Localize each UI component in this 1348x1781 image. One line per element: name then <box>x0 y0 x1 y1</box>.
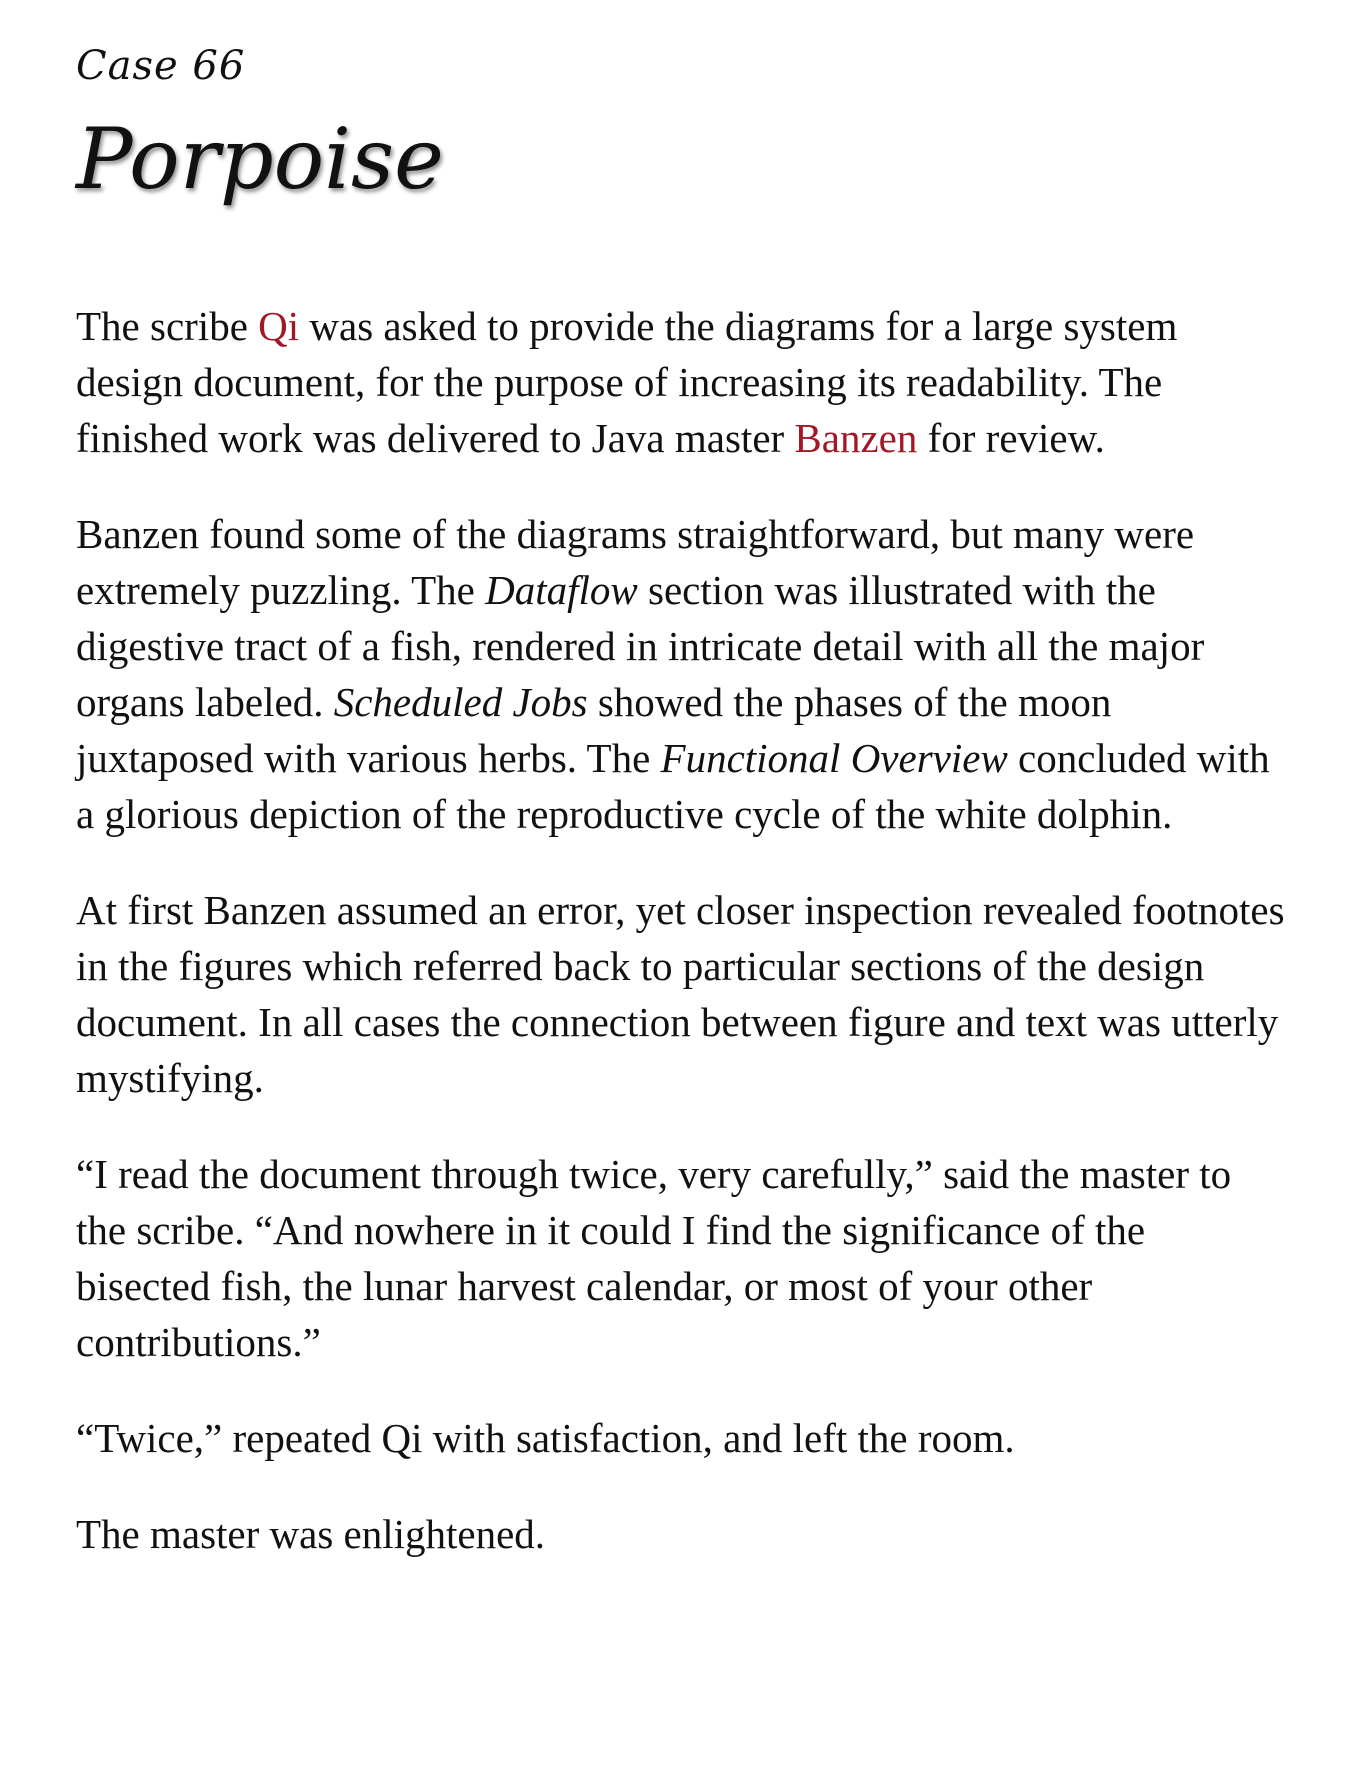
paragraph-1 <box>76 298 1286 466</box>
banzen-link[interactable]: Banzen <box>794 415 918 461</box>
paragraph-2-text-a: Banzen found some of the diagrams straightforward, but many were extremely puzzling. The <box>76 511 1195 613</box>
story-body <box>76 298 1286 1562</box>
case-number-label: Case 66 <box>76 43 246 89</box>
paragraph-4: “I read the document through twice, very carefully,” said the master to the scribe. “And nowhere in it could I find the significance of the bisected fish, the lunar harvest calendar, or most of your other contributions.” <box>76 1151 1232 1365</box>
dataflow-term: Dataflow <box>485 567 638 613</box>
paragraph-1-text-c: for review. <box>917 415 1105 461</box>
qi-link[interactable]: Qi <box>258 303 300 349</box>
paragraph-3: At first Banzen assumed an error, yet closer inspection revealed footnotes in the figures which referred back to particular sections of the design document. In all cases the connection between figure and text was utterly mystifying. <box>76 887 1285 1101</box>
paragraph-2-text-b: section was illustrated with the digestive tract of a fish, rendered in intricate detail with all the major organs labeled. <box>76 567 1205 725</box>
paragraph-6: The master was enlightened. <box>76 1511 546 1557</box>
paragraph-2-text-d: concluded with a glorious depiction of the reproductive cycle of the white dolphin. <box>76 735 1270 837</box>
paragraph-5: “Twice,” repeated Qi with satisfaction, and left the room. <box>76 1415 1015 1461</box>
koan-page <box>76 40 1286 1602</box>
scheduled-jobs-term: Scheduled Jobs <box>333 679 588 725</box>
paragraph-2 <box>76 506 1286 842</box>
paragraph-1-text-a: The scribe <box>76 303 259 349</box>
paragraph-1-text-b: was asked to provide the diagrams for a large system design document, for the purpose of increasing its readability. The finished work was delivered to Java master <box>76 303 1178 461</box>
story-title: Porpoise <box>76 110 444 208</box>
functional-overview-term: Functional Overview <box>660 735 1008 781</box>
paragraph-2-text-c: showed the phases of the moon juxtaposed with various herbs. The <box>76 679 1112 781</box>
